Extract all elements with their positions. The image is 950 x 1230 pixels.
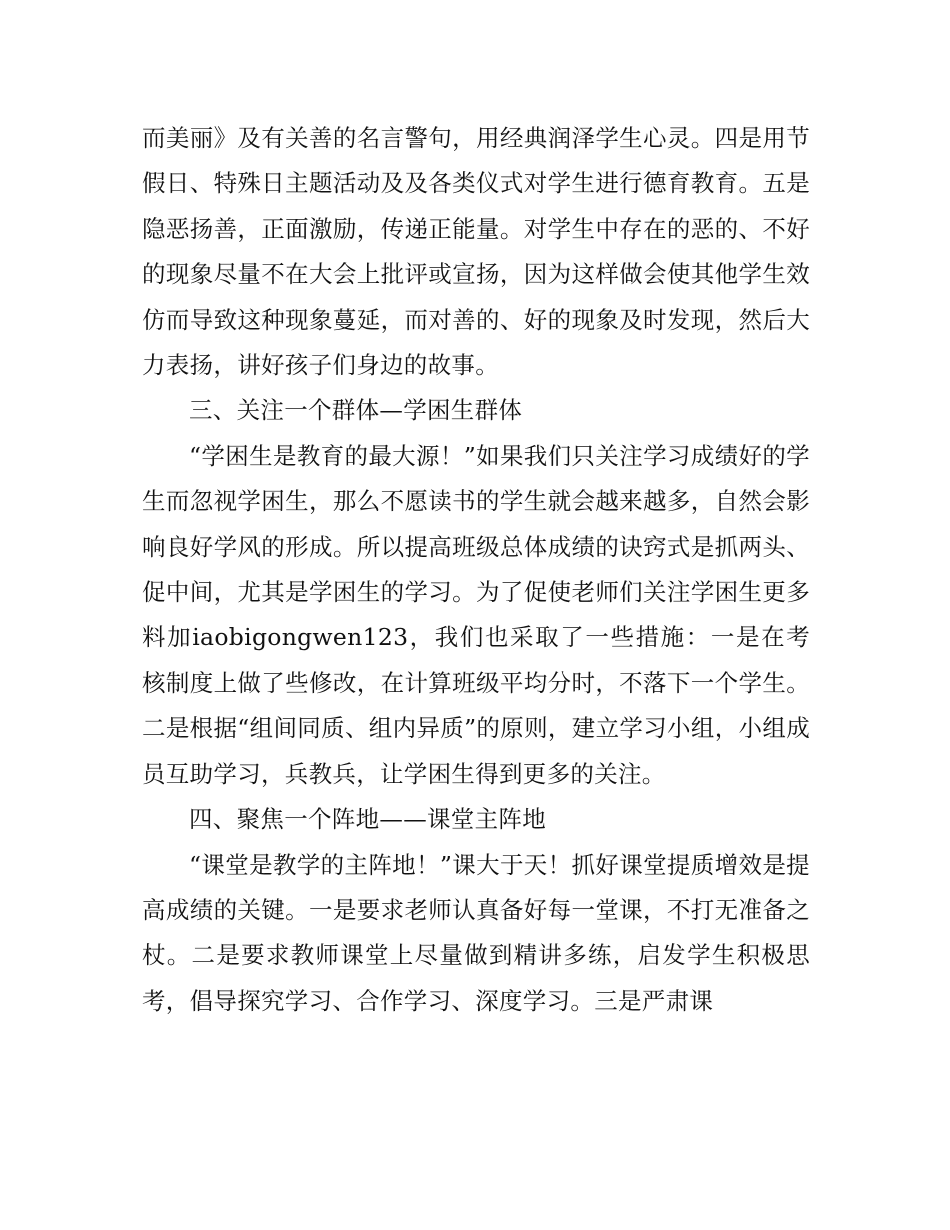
section-heading-4: 四、聚焦一个阵地——课堂主阵地: [189, 805, 546, 834]
section-heading-3: 三、关注一个群体—学困生群体: [189, 396, 523, 425]
body-paragraph-1: 而美丽》及有关善的名言警句，用经典润泽学生心灵。四是用节假日、特殊日主题活动及及各类仪式对学生进行德育教育。五是隐恶扬善，正面激励，传递正能量。对学生中存在的恶的、不好的现象尽量不在大会上批评或宣扬，因为这样做会使其他学生效仿而导致这种现象蔓延，而对善的、好的现象及时发现，然后大力表扬，讲好孩子们身边的故事。: [142, 124, 810, 380]
document-page: [142, 116, 810, 1024]
body-paragraph-3: “课堂是教学的主阵地！”课大于天！抓好课堂提质增效是提高成绩的关键。一是要求老师认真备好每一堂课，不打无准备之杖。二是要求教师课堂上尽量做到精讲多练，启发学生积极思考，倡导探究学习、合作学习、深度学习。三是严肃课: [142, 850, 810, 1015]
body-paragraph-2: “学困生是教育的最大源！”如果我们只关注学习成绩好的学生而忽视学困生，那么不愿读书的学生就会越来越多，自然会影响良好学风的形成。所以提高班级总体成绩的诀窍式是抓两头、促中间，尤其是学困生的学习。为了促使老师们关注学困生更多料加iaobigongwen123，我们也采取了一些措施：一是在考核制度上做了些修改，在计算班级平均分时，不落下一个学生。二是根据“组间同质、组内异质”的原则，建立学习小组，小组成员互助学习，兵教兵，让学困生得到更多的关注。: [142, 441, 810, 788]
